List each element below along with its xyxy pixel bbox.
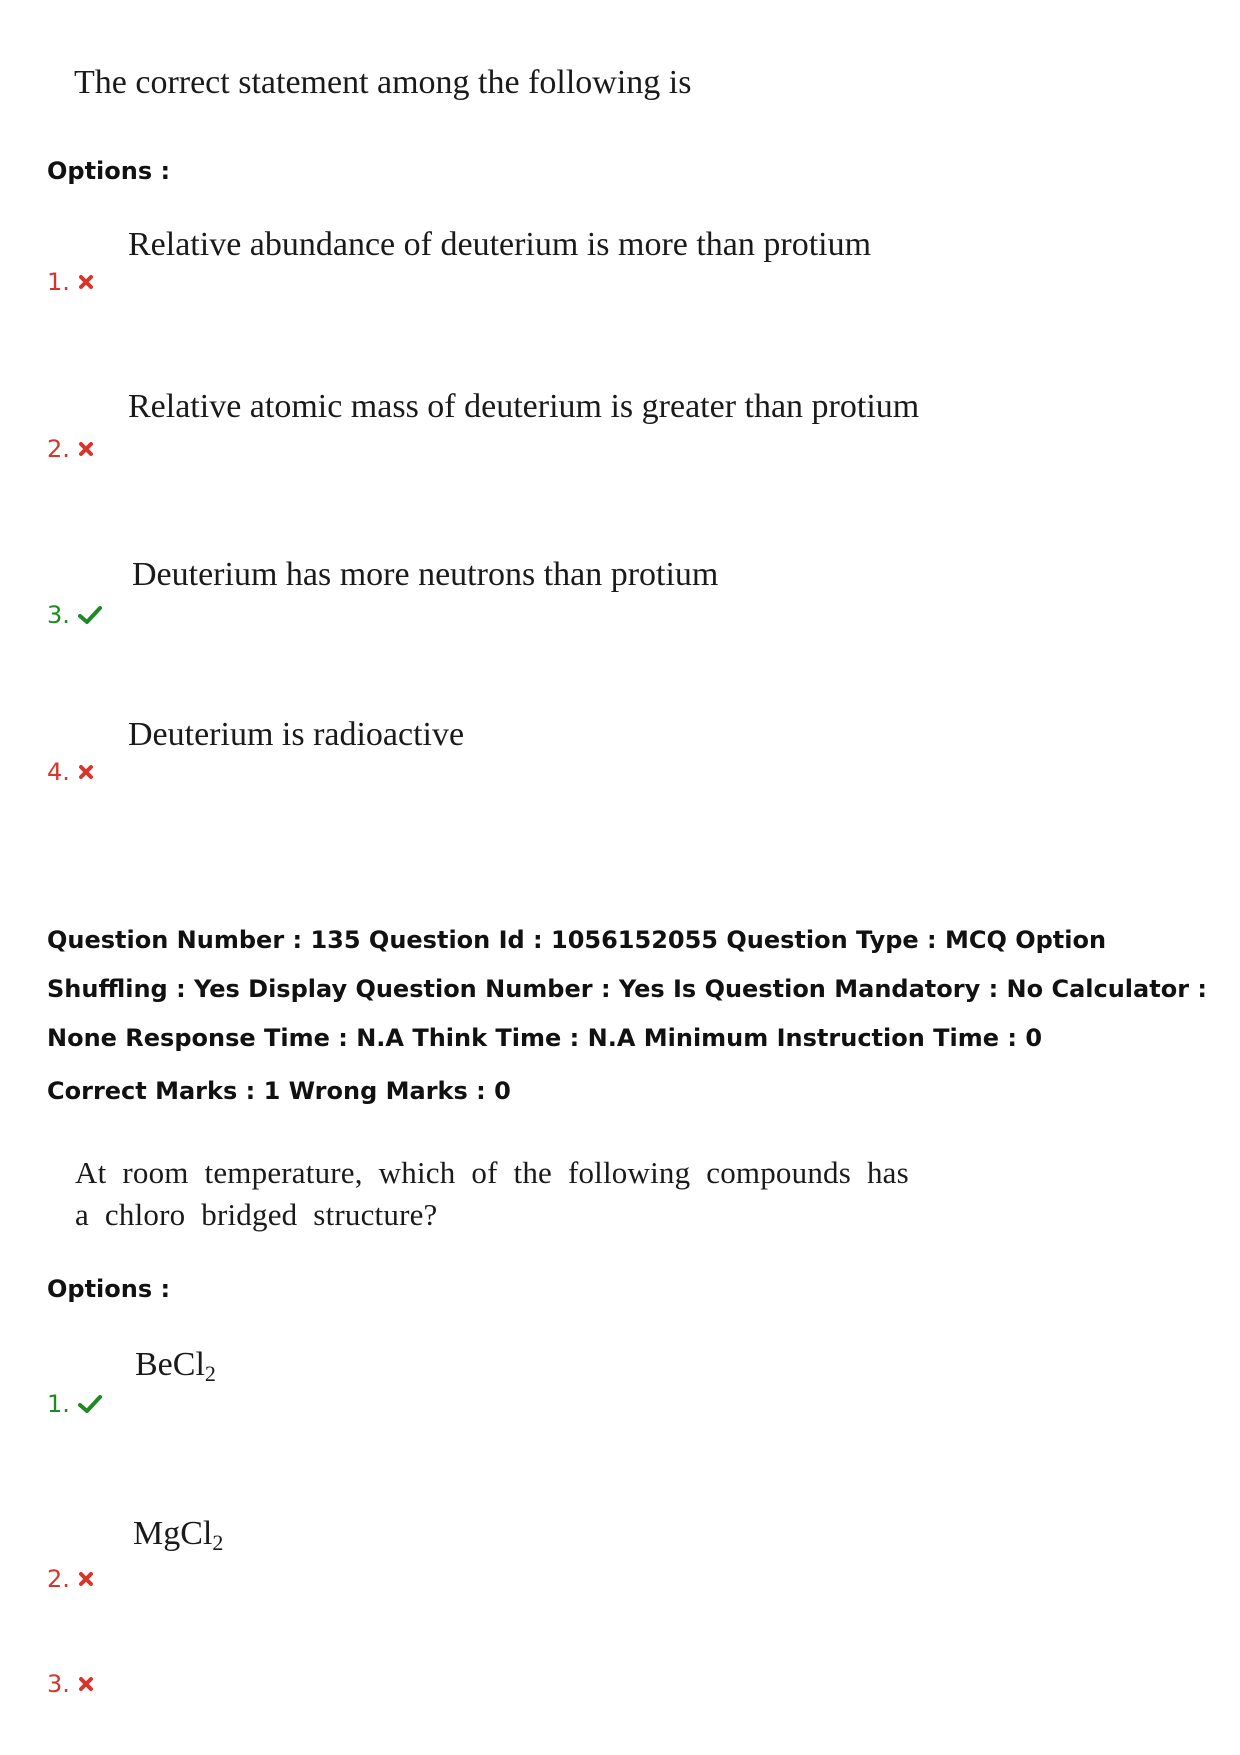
check-icon bbox=[78, 1394, 102, 1414]
option-4-text: Deuterium is radioactive bbox=[128, 716, 465, 753]
option-2-text: Relative atomic mass of deuterium is greater than protium bbox=[128, 388, 920, 425]
option-2-marker: 2. bbox=[47, 435, 94, 463]
option-2-marker: 2. bbox=[47, 1565, 94, 1593]
option-1-text: BeCl$_2$ bbox=[135, 1346, 216, 1386]
cross-icon bbox=[78, 764, 94, 780]
cross-icon bbox=[78, 274, 94, 290]
option-3-text: Deuterium has more neutrons than protium bbox=[132, 556, 719, 593]
option-3-marker: 3. bbox=[47, 601, 102, 629]
cross-icon bbox=[78, 441, 94, 457]
question-text: The correct statement among the following is bbox=[74, 64, 692, 101]
option-1-text: Relative abundance of deuterium is more than protium bbox=[128, 226, 872, 263]
question-text: At room temperature, which of the following compounds has a chloro bridged structure? bbox=[75, 1155, 909, 1232]
option-1-marker: 1. bbox=[47, 1390, 102, 1418]
marks-info: Correct Marks : 1 Wrong Marks : 0 bbox=[47, 1077, 511, 1105]
options-label: Options : bbox=[47, 1275, 171, 1303]
cross-icon bbox=[78, 1676, 94, 1692]
question-meta: Question Number : 135 Question Id : 1056152055 Question Type : MCQ Option Shuffling : Yes Display Question Number : Yes Is Question Mandatory : No Calculator : None Response Time : N.A Think Time : N.A Minimum Instruction Time : 0 bbox=[47, 926, 1207, 1052]
cross-icon bbox=[78, 1571, 94, 1587]
option-1-marker: 1. bbox=[47, 268, 94, 296]
option-4-marker: 4. bbox=[47, 758, 94, 786]
options-label: Options : bbox=[47, 157, 171, 185]
option-2-text: MgCl$_2$ bbox=[133, 1515, 224, 1555]
check-icon bbox=[78, 605, 102, 625]
option-3-marker: 3. bbox=[47, 1670, 94, 1698]
